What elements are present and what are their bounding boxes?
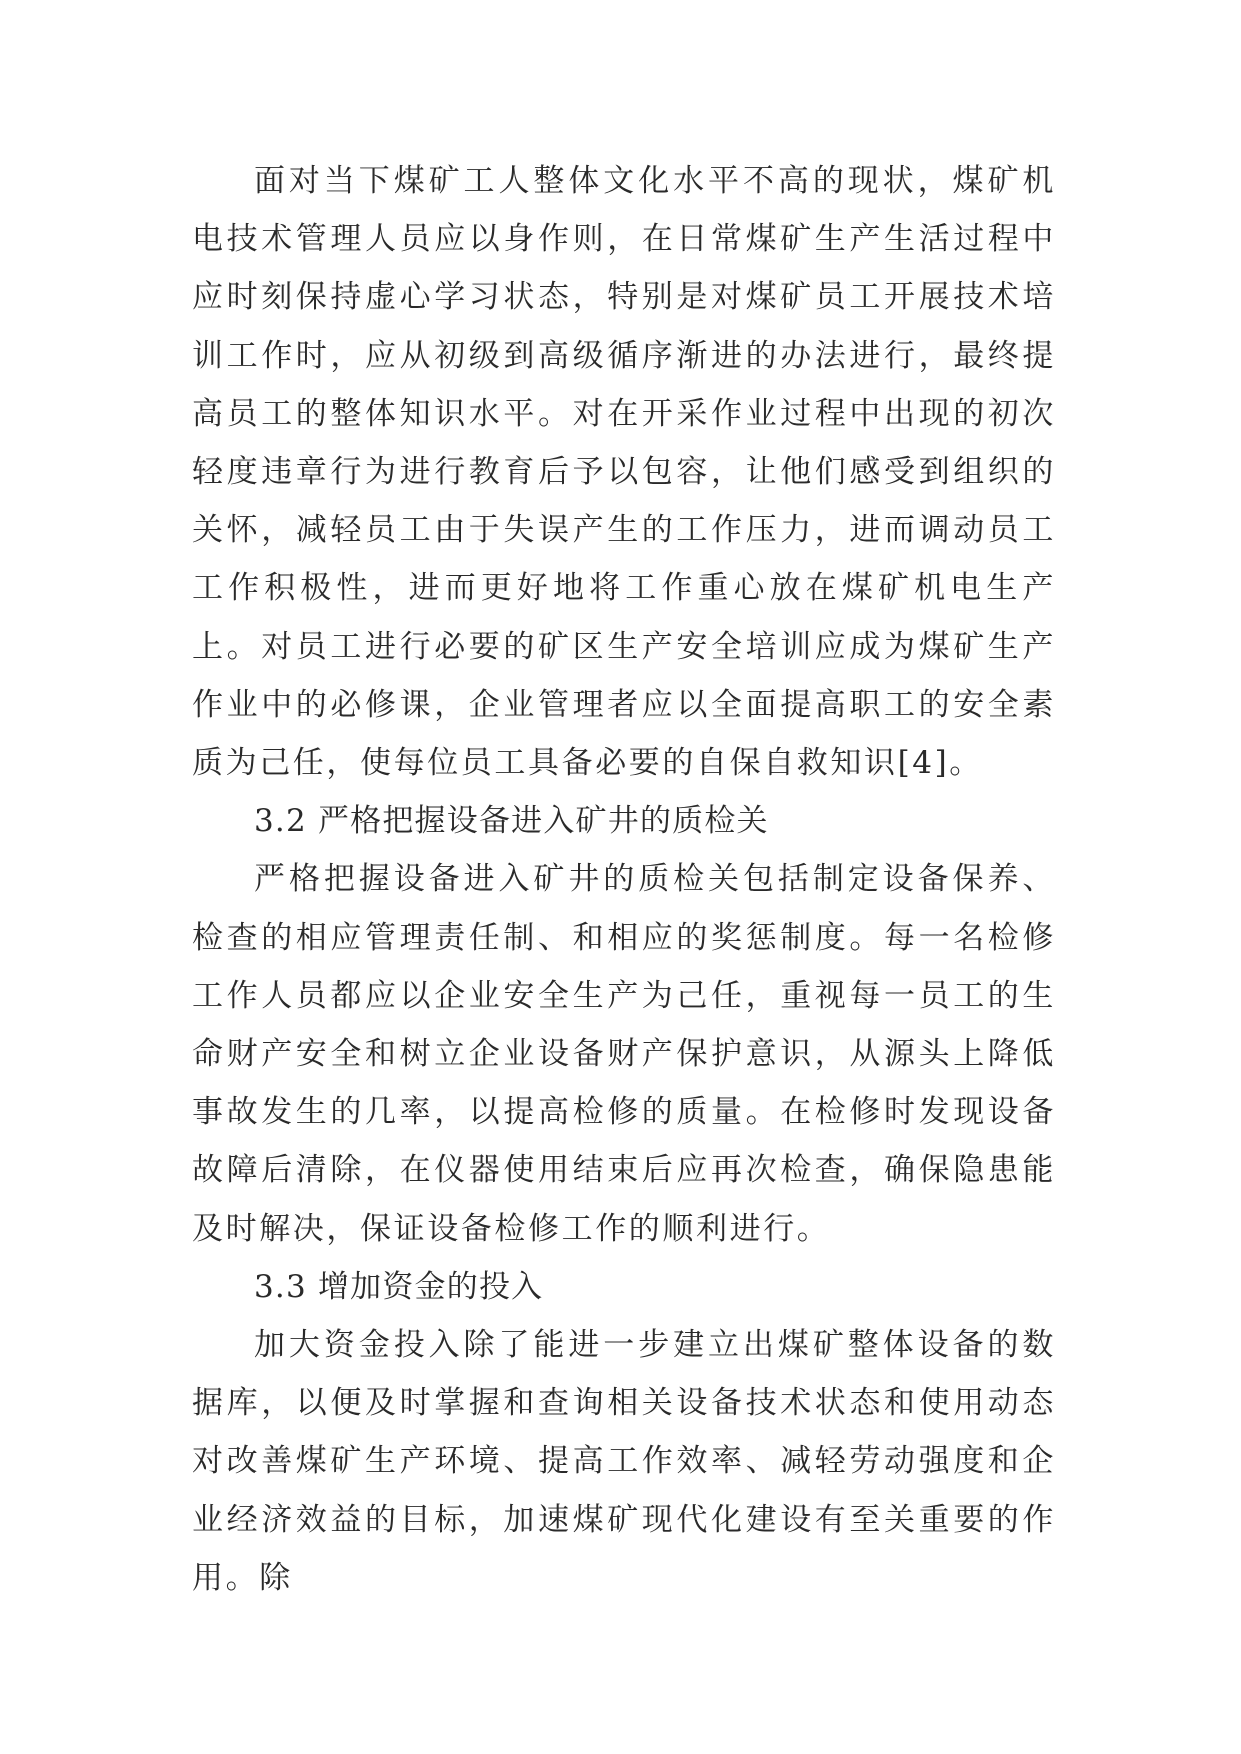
section-heading-3-3: 3.3 增加资金的投入 (254, 1268, 544, 1305)
section-heading-3-2: 3.2 严格把握设备进入矿井的质检关 (254, 803, 769, 840)
body-paragraph: 加大资金投入除了能进一步建立出煤矿整体设备的数据库，以便及时掌握和查询相关设备技术状态和使用动态对改善煤矿生产环境、提高工作效率、减轻劳动强度和企业经济效益的目标，加速煤矿现代化建设有至关重要的作用。除 (192, 1327, 1056, 1596)
document-body (192, 152, 1056, 1607)
body-paragraph: 严格把握设备进入矿井的质检关包括制定设备保养、检查的相应管理责任制、和相应的奖惩制度。每一名检修工作人员都应以企业安全生产为己任，重视每一员工的生命财产安全和树立企业设备财产保护意识，从源头上降低事故发生的几率，以提高检修的质量。在检修时发现设备故障后清除，在仪器使用结束后应再次检查，确保隐患能及时解决，保证设备检修工作的顺利进行。 (192, 861, 1056, 1247)
body-paragraph: 面对当下煤矿工人整体文化水平不高的现状，煤矿机电技术管理人员应以身作则，在日常煤矿生产生活过程中应时刻保持虚心学习状态，特别是对煤矿员工开展技术培训工作时，应从初级到高级循序渐进的办法进行，最终提高员工的整体知识水平。对在开采作业过程中出现的初次轻度违章行为进行教育后予以包容，让他们感受到组织的关怀，减轻员工由于失误产生的工作压力，进而调动员工工作积极性，进而更好地将工作重心放在煤矿机电生产上。对员工进行必要的矿区生产安全培训应成为煤矿生产作业中的必修课，企业管理者应以全面提高职工的安全素质为己任，使每位员工具备必要的自保自救知识[4]。 (192, 163, 1056, 782)
